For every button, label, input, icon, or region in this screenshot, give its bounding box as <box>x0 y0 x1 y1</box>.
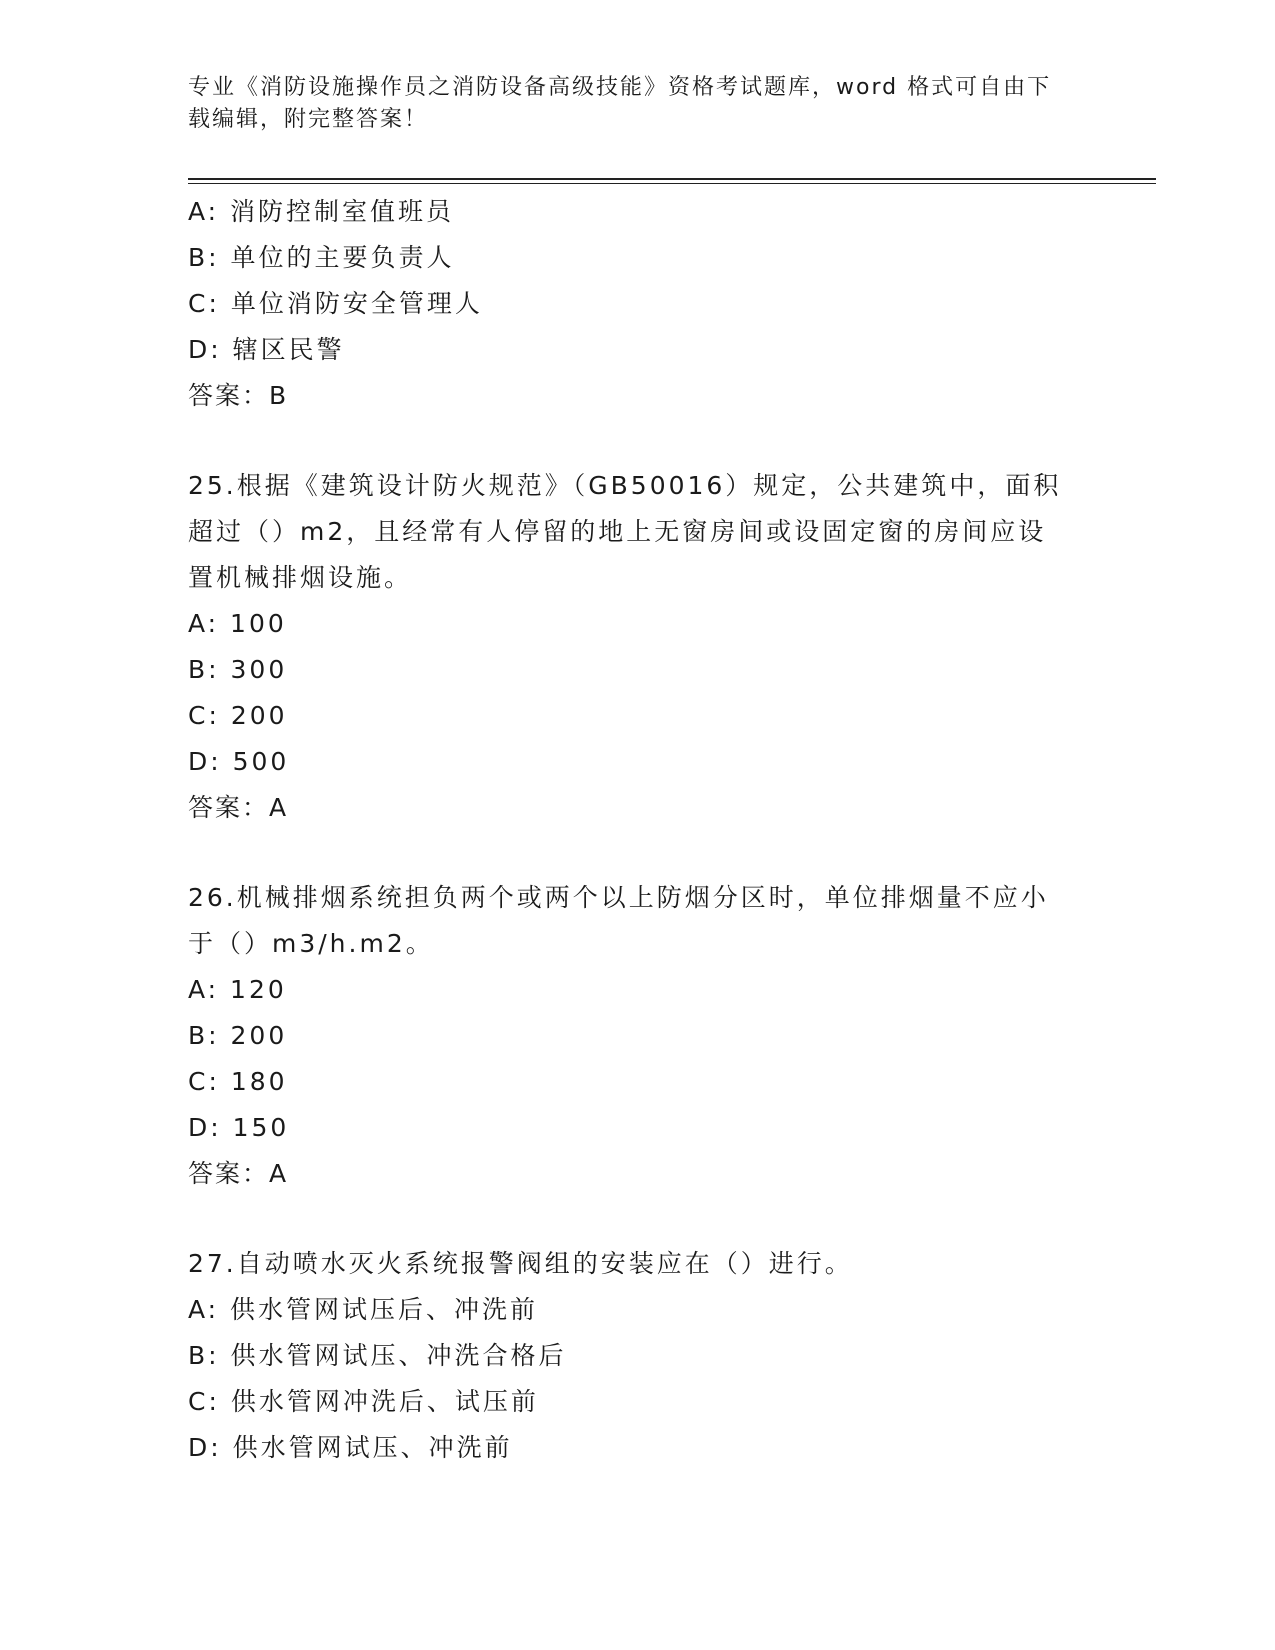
spacer <box>188 831 1088 875</box>
answer: 答案：A <box>188 793 289 822</box>
option-d: D: 供水管网试压、冲洗前 <box>188 1433 513 1462</box>
question-stem-line: 置机械排烟设施。 <box>188 563 413 592</box>
option-b: B: 单位的主要负责人 <box>188 243 455 272</box>
document-header <box>188 72 1068 136</box>
spacer <box>188 419 1088 463</box>
answer: 答案：A <box>188 1159 289 1188</box>
header-line-2: 载编辑，附完整答案！ <box>188 107 429 132</box>
question-stem-line: 25.根据《建筑设计防火规范》（GB50016）规定，公共建筑中，面积 <box>188 471 1062 500</box>
option-c: C: 单位消防安全管理人 <box>188 289 483 318</box>
option-d: D: 150 <box>188 1113 290 1142</box>
spacer <box>188 1197 1088 1241</box>
question-stem-line: 27.自动喷水灭火系统报警阀组的安装应在（）进行。 <box>188 1249 853 1278</box>
header-divider-thin <box>188 183 1156 184</box>
question-26 <box>188 875 1088 1197</box>
question-stem-line: 26.机械排烟系统担负两个或两个以上防烟分区时，单位排烟量不应小 <box>188 883 1049 912</box>
option-c: C: 180 <box>188 1067 288 1096</box>
option-b: B: 300 <box>188 655 288 684</box>
question-25 <box>188 463 1088 831</box>
header-line-1: 专业《消防设施操作员之消防设备高级技能》资格考试题库，word 格式可自由下 <box>188 75 1052 100</box>
option-c: C: 200 <box>188 701 288 730</box>
option-b: B: 200 <box>188 1021 288 1050</box>
option-b: B: 供水管网试压、冲洗合格后 <box>188 1341 567 1370</box>
question-stem-line: 于（）m3/h.m2。 <box>188 929 434 958</box>
option-a: A: 120 <box>188 975 287 1004</box>
question-stem-line: 超过（）m2，且经常有人停留的地上无窗房间或设固定窗的房间应设 <box>188 517 1047 546</box>
option-c: C: 供水管网冲洗后、试压前 <box>188 1387 539 1416</box>
question-list <box>188 189 1088 1471</box>
option-a: A: 消防控制室值班员 <box>188 197 455 226</box>
option-a: A: 供水管网试压后、冲洗前 <box>188 1295 539 1324</box>
header-divider-thick <box>188 178 1156 180</box>
question-24 <box>188 189 1088 419</box>
option-d: D: 500 <box>188 747 290 776</box>
question-27 <box>188 1241 1088 1471</box>
option-a: A: 100 <box>188 609 287 638</box>
answer: 答案：B <box>188 381 289 410</box>
option-d: D: 辖区民警 <box>188 335 345 364</box>
